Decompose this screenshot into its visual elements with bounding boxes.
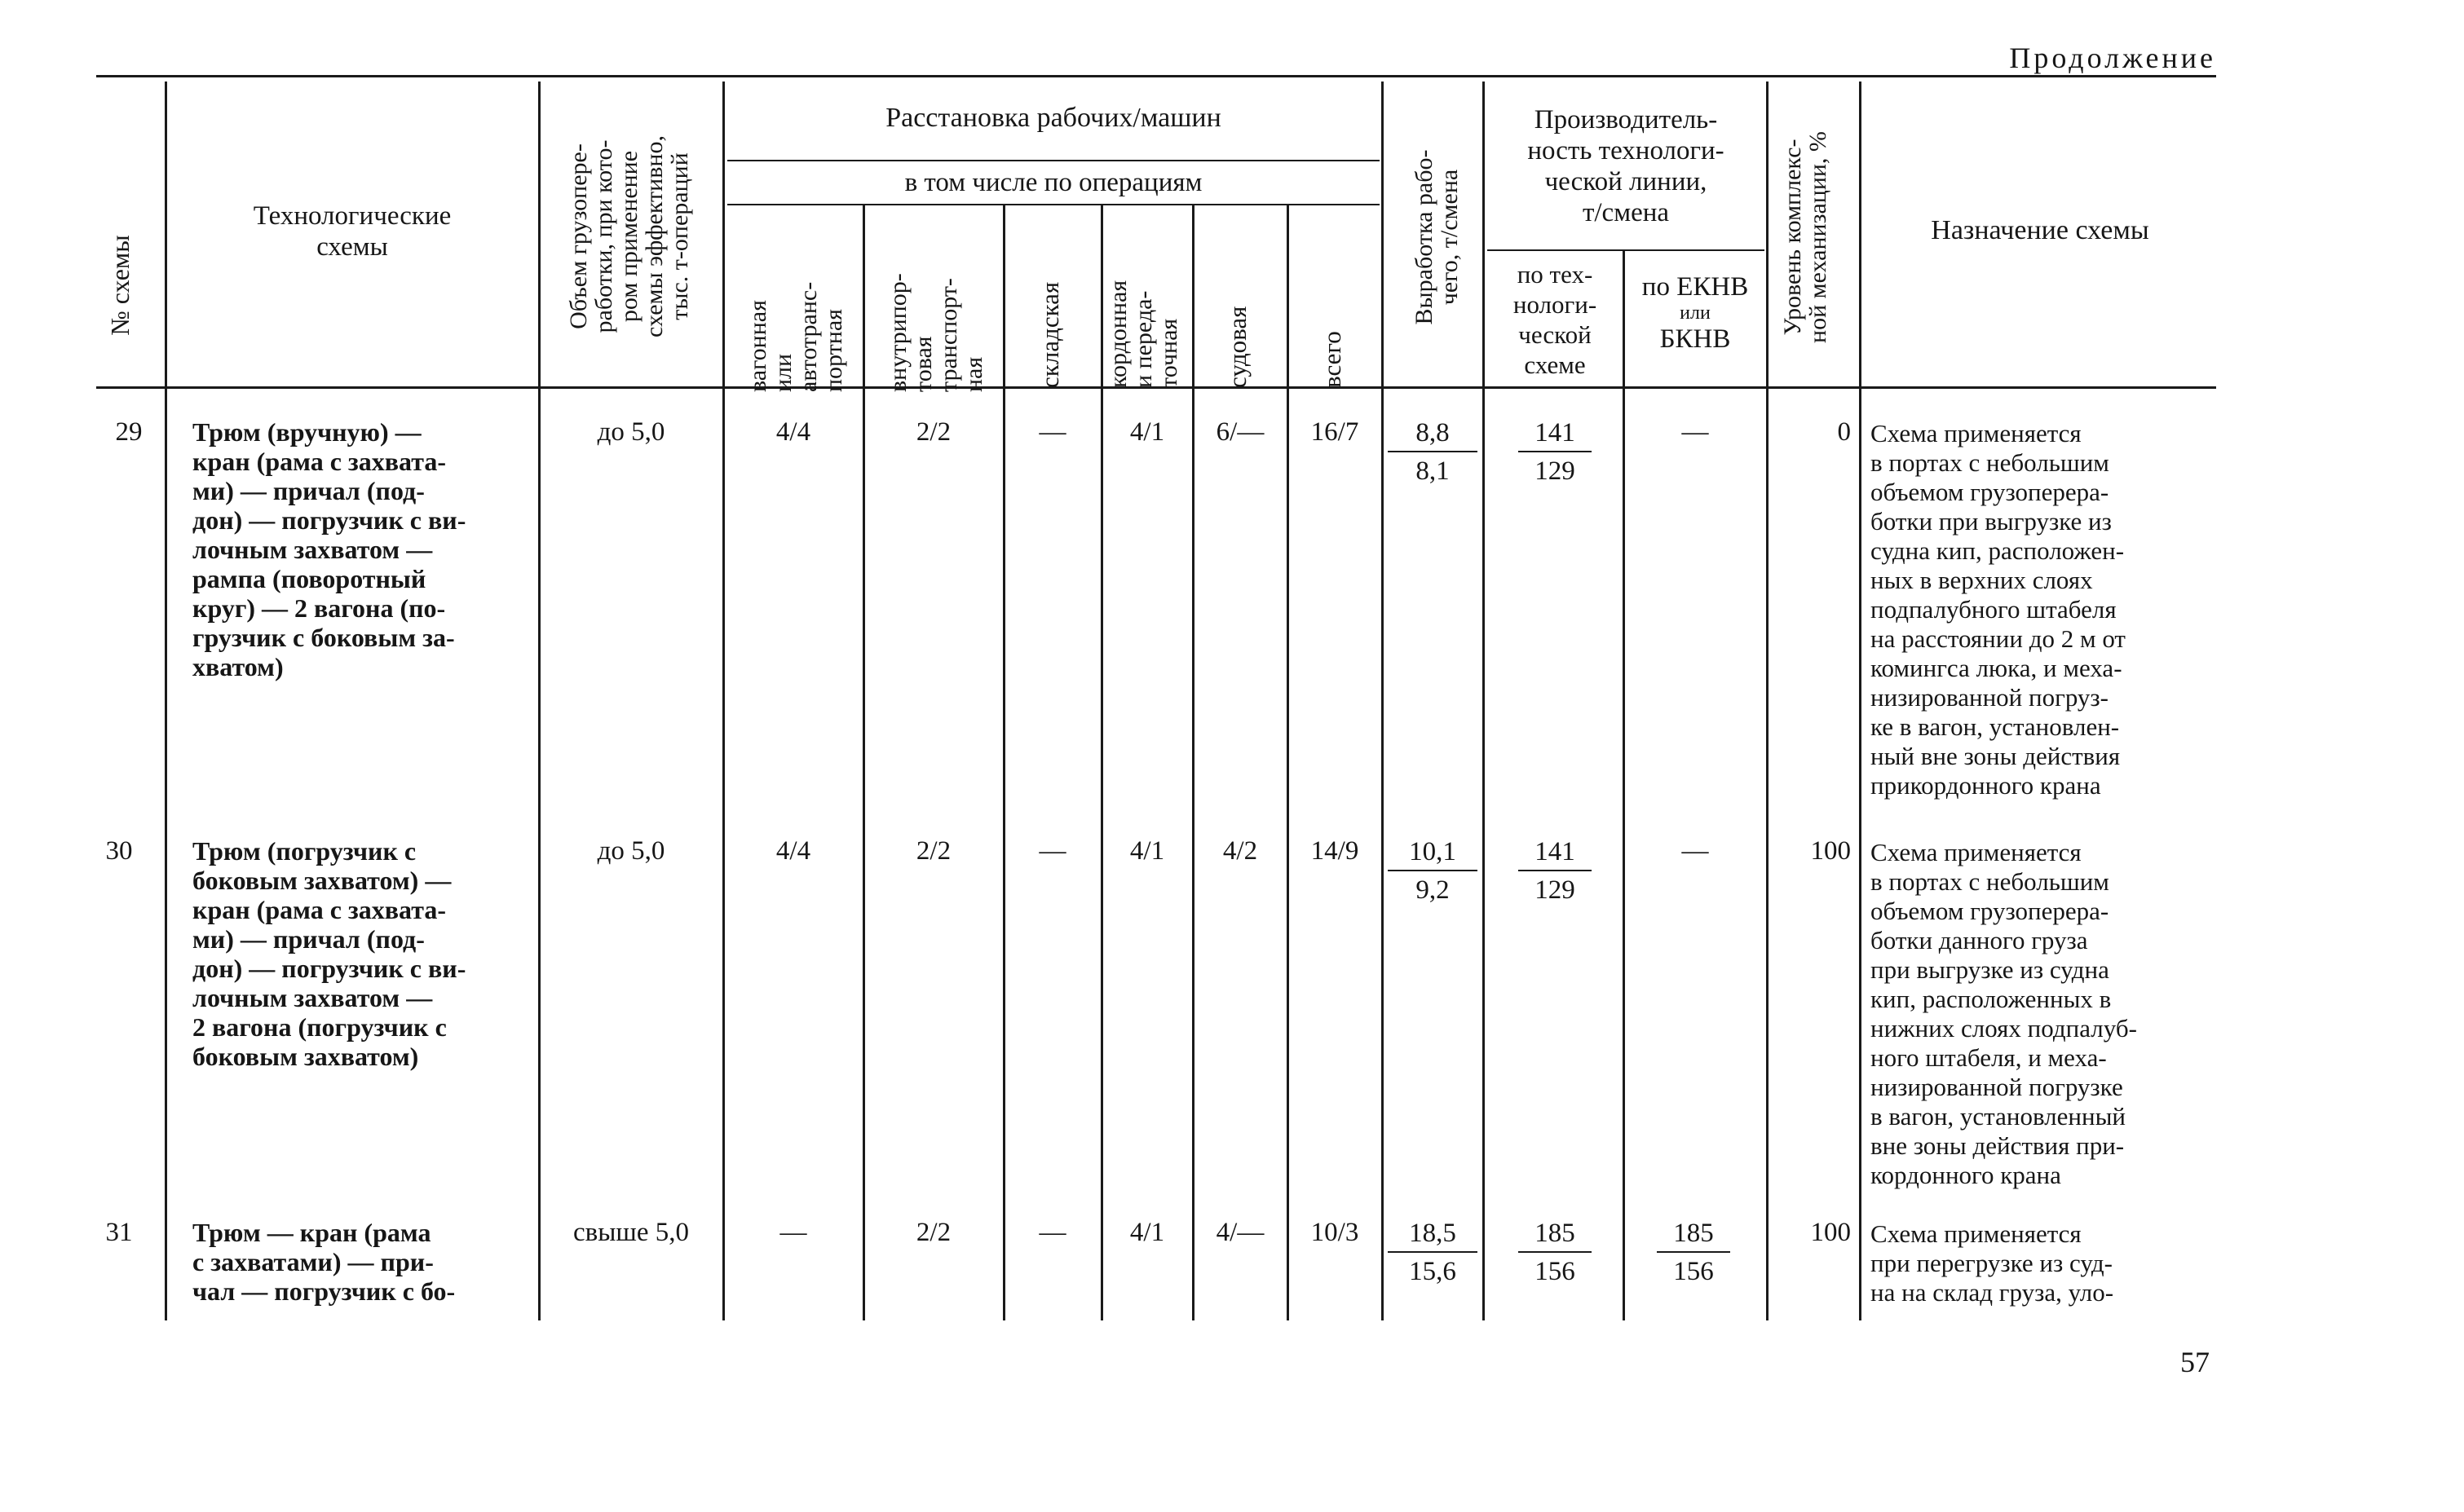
row-31-total: 10/3 — [1310, 1218, 1359, 1247]
header-mechanization — [1780, 103, 1845, 372]
purpose-line: вне зоны действия при- — [1870, 1131, 2125, 1160]
purpose-line: комингса люка, и меха- — [1870, 654, 2122, 682]
tech-line: грузчик с боковым за- — [192, 623, 455, 652]
output-numerator: 8,8 — [1388, 417, 1477, 452]
row-30-no: 30 — [105, 836, 133, 866]
page-number: 57 — [2180, 1346, 2210, 1378]
tech-line: рампа (поворотный — [192, 564, 426, 593]
col-rule-10 — [1482, 82, 1485, 1320]
output-denominator: 8,1 — [1415, 456, 1450, 486]
tech-line: чал — погрузчик с бо- — [192, 1276, 456, 1306]
header-by-eknv — [1626, 272, 1764, 354]
tech-line: с захватами) — при- — [192, 1247, 434, 1276]
purpose-line: на расстоянии до 2 м от — [1870, 624, 2126, 653]
header-volume-line: Объем грузопере- — [565, 143, 592, 329]
purpose-line: Схема применяется — [1870, 838, 2082, 866]
header-output-line: Выработка рабо- — [1411, 149, 1437, 325]
row-29-warehouse: — — [1039, 417, 1066, 447]
row-31-internal: 2/2 — [916, 1218, 952, 1247]
row-30-wagon: 4/4 — [775, 836, 811, 866]
purpose-line: низированной погрузке — [1870, 1073, 2123, 1101]
header-placement: Расстановка рабочих/машин — [885, 103, 1221, 133]
row-30-total: 14/9 — [1310, 836, 1359, 866]
header-internal-line: товая — [910, 336, 937, 392]
purpose-line: ке в вагон, установлен- — [1870, 712, 2120, 741]
row-30-output — [1388, 836, 1477, 906]
header-productivity-line: ность технологи- — [1527, 136, 1724, 165]
col-rule-9 — [1381, 82, 1384, 1320]
header-by-tech-line: схеме — [1524, 350, 1586, 379]
prod-tech-denominator: 156 — [1534, 1257, 1575, 1286]
header-internal — [885, 213, 991, 392]
header-cordon — [1106, 209, 1187, 388]
row-31-prod-tech — [1518, 1218, 1592, 1287]
row-31-prod-eknv — [1657, 1218, 1730, 1287]
purpose-line: Схема применяется — [1870, 419, 2082, 447]
row-30-prod-tech — [1518, 836, 1592, 906]
purpose-line: ботки данного груза — [1870, 926, 2088, 954]
header-mechanization-line: ной механизации, % — [1804, 131, 1831, 343]
row-29-prod-eknv: — — [1681, 417, 1709, 447]
row-30-volume: до 5,0 — [597, 836, 665, 866]
purpose-line: прикордонного крана — [1870, 771, 2101, 800]
purpose-line: нижних слоях подпалуб- — [1870, 1014, 2137, 1043]
tech-line: ми) — причал (под- — [192, 476, 425, 505]
output-numerator: 18,5 — [1388, 1218, 1477, 1253]
row-31-tech — [192, 1218, 455, 1306]
header-productivity-line: ческой линии, — [1544, 167, 1707, 196]
header-by-operations: в том числе по операциям — [904, 168, 1203, 197]
prod-tech-numerator: 185 — [1518, 1218, 1592, 1253]
header-tech-line: Технологические — [253, 201, 452, 231]
header-output-line: чего, т/смена — [1436, 169, 1463, 306]
row-31-cordon: 4/1 — [1129, 1218, 1165, 1247]
header-volume — [566, 85, 696, 388]
header-volume-line: работки, при кото- — [590, 139, 617, 333]
tech-line: дон) — погрузчик с ви- — [192, 954, 466, 983]
row-31-warehouse: — — [1039, 1218, 1066, 1247]
col-rule-12 — [1766, 82, 1769, 1320]
purpose-line: низированной погруз- — [1870, 683, 2109, 712]
row-29-prod-tech — [1518, 417, 1592, 487]
tech-line: дон) — погрузчик с ви- — [192, 505, 466, 535]
purpose-line: в портах с небольшим — [1870, 448, 2109, 477]
header-volume-line: тыс. т-операций — [666, 152, 693, 320]
row-31-mech: 100 — [1810, 1218, 1851, 1247]
header-cordon-line: и переда- — [1130, 290, 1157, 388]
purpose-line: подпалубного штабеля — [1870, 595, 2117, 624]
tech-line: лочным захватом — — [192, 983, 433, 1012]
header-wagon-line: портная — [820, 309, 847, 392]
tech-line: лочным захватом — — [192, 535, 433, 564]
col-rule-5 — [1003, 204, 1005, 1320]
row-31-ship: 4/— — [1216, 1218, 1265, 1247]
row-29-cordon: 4/1 — [1129, 417, 1165, 447]
output-numerator: 10,1 — [1388, 836, 1477, 871]
purpose-line: кип, расположенных в — [1870, 985, 2112, 1013]
header-by-eknv-line: БКНВ — [1659, 324, 1731, 354]
purpose-line: Схема применяется — [1870, 1219, 2082, 1248]
prod-tech-denominator: 129 — [1534, 875, 1575, 905]
purpose-line: судна кип, расположен- — [1870, 536, 2125, 565]
purpose-line: ный вне зоны действия — [1870, 742, 2121, 770]
header-volume-line: ром применение — [616, 150, 642, 323]
col-rule-7 — [1192, 204, 1194, 1320]
header-by-tech-line: ческой — [1518, 320, 1592, 349]
header-productivity-line: Производитель- — [1534, 105, 1718, 134]
header-ship: судовая — [1223, 306, 1252, 388]
header-wagon-line: автотранс- — [795, 281, 822, 392]
tech-line: Трюм (вручную) — — [192, 417, 422, 447]
header-volume-line: схемы эффективно, — [641, 135, 668, 337]
col-rule-2 — [538, 82, 541, 1320]
row-30-internal: 2/2 — [916, 836, 952, 866]
col-rule-3 — [722, 82, 725, 1320]
tech-line: кран (рама с захвата- — [192, 895, 446, 924]
row-29-tech — [192, 417, 466, 681]
tech-line: круг) — 2 вагона (по- — [192, 593, 446, 623]
tech-line: ми) — причал (под- — [192, 924, 425, 954]
header-by-tech-line: по тех- — [1517, 260, 1593, 289]
productivity-under-rule — [1487, 249, 1764, 251]
col-rule-1 — [165, 82, 167, 1320]
header-by-eknv-line: или — [1680, 302, 1711, 324]
row-30-purpose — [1870, 838, 2137, 1190]
header-by-eknv-line: по ЕКНВ — [1641, 272, 1749, 302]
header-by-tech — [1487, 259, 1623, 380]
row-30-ship: 4/2 — [1222, 836, 1258, 866]
row-29-ship: 6/— — [1216, 417, 1265, 447]
row-29-purpose — [1870, 419, 2126, 800]
header-scheme-no: № схемы — [105, 235, 135, 336]
prod-eknv-denominator: 156 — [1673, 1257, 1714, 1286]
row-31-wagon: — — [779, 1218, 807, 1247]
header-by-tech-line: нологи- — [1512, 290, 1597, 319]
row-29-mech: 0 — [1837, 417, 1851, 447]
header-wagon-line: или — [770, 353, 797, 392]
row-30-cordon: 4/1 — [1129, 836, 1165, 866]
purpose-line: ных в верхних слоях — [1870, 566, 2093, 594]
prod-tech-numerator: 141 — [1518, 836, 1592, 871]
tech-line: боковым захватом) — [192, 1042, 419, 1071]
row-30-tech — [192, 836, 466, 1071]
table-top-rule — [96, 75, 2216, 77]
row-30-warehouse: — — [1039, 836, 1066, 866]
purpose-line: объемом грузоперера- — [1870, 478, 2109, 506]
output-denominator: 9,2 — [1415, 875, 1450, 905]
row-31-no: 31 — [105, 1218, 133, 1247]
purpose-line: ботки при выгрузке из — [1870, 507, 2112, 536]
purpose-line: объемом грузоперера- — [1870, 897, 2109, 925]
row-30-prod-eknv: — — [1681, 836, 1709, 866]
header-output — [1411, 103, 1477, 372]
header-internal-line: внутрипор- — [885, 273, 912, 392]
purpose-line: в вагон, установленный — [1870, 1102, 2126, 1131]
purpose-line: при перегрузке из суд- — [1870, 1249, 2113, 1277]
col-rule-11 — [1623, 249, 1625, 1320]
header-tech-line: схемы — [316, 232, 388, 262]
prod-eknv-numerator: 185 — [1657, 1218, 1730, 1253]
header-cordon-line: кордонная — [1105, 280, 1132, 388]
header-internal-line: транспорт- — [935, 278, 962, 392]
tech-line: кран (рама с захвата- — [192, 447, 446, 476]
operations-under-rule — [727, 204, 1380, 205]
row-31-output — [1388, 1218, 1477, 1287]
header-warehouse: складская — [1035, 281, 1064, 388]
purpose-line: при выгрузке из судна — [1870, 955, 2109, 984]
header-cordon-line: точная — [1155, 318, 1182, 388]
col-rule-4 — [863, 204, 865, 1320]
header-purpose: Назначение схемы — [1931, 215, 2149, 245]
row-29-wagon: 4/4 — [775, 417, 811, 447]
purpose-line: в портах с небольшим — [1870, 867, 2109, 896]
prod-tech-denominator: 129 — [1534, 456, 1575, 486]
header-total: всего — [1318, 331, 1346, 388]
placement-under-rule — [727, 160, 1380, 161]
header-mechanization-line: Уровень комплекс- — [1779, 139, 1806, 336]
row-29-internal: 2/2 — [916, 417, 952, 447]
tech-line: хватом) — [192, 652, 284, 681]
col-rule-6 — [1101, 204, 1103, 1320]
output-denominator: 15,6 — [1409, 1257, 1456, 1286]
tech-line: боковым захватом) — — [192, 866, 452, 895]
row-31-volume: свыше 5,0 — [573, 1218, 689, 1247]
purpose-line: ного штабеля, и меха- — [1870, 1043, 2107, 1072]
purpose-line: на на склад груза, уло- — [1870, 1278, 2114, 1307]
tech-line: Трюм (погрузчик с — [192, 836, 417, 866]
row-29-no: 29 — [115, 417, 143, 447]
header-wagon — [745, 213, 851, 392]
row-29-total: 16/7 — [1310, 417, 1359, 447]
tech-line: Трюм — кран (рама — [192, 1218, 431, 1247]
row-29-volume: до 5,0 — [597, 417, 665, 447]
prod-tech-numerator: 141 — [1518, 417, 1592, 452]
header-productivity-line: т/смена — [1582, 198, 1670, 227]
row-29-output — [1388, 417, 1477, 487]
row-31-purpose — [1870, 1219, 2113, 1307]
header-productivity — [1487, 104, 1764, 228]
tech-line: 2 вагона (погрузчик с — [192, 1012, 447, 1042]
col-rule-13 — [1859, 82, 1861, 1320]
continuation-label: Продолжение — [2009, 42, 2216, 74]
header-tech-schemes — [168, 201, 537, 262]
row-30-mech: 100 — [1810, 836, 1851, 866]
col-rule-8 — [1287, 204, 1289, 1320]
purpose-line: кордонного крана — [1870, 1161, 2061, 1189]
header-wagon-line: вагонная — [744, 300, 771, 392]
header-internal-line: ная — [960, 356, 987, 392]
